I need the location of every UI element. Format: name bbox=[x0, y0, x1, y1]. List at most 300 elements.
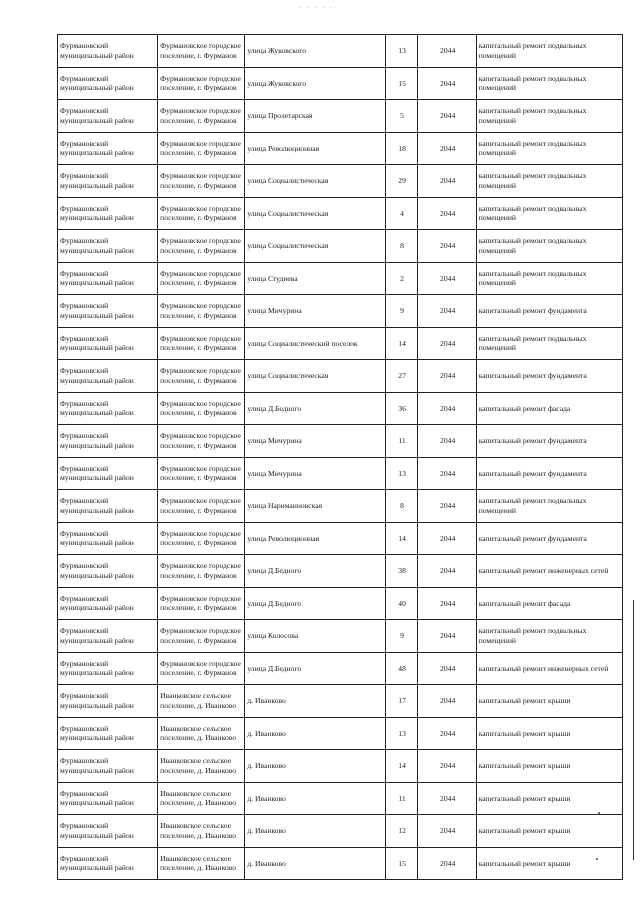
street-cell-text: д. Иванково bbox=[247, 858, 286, 868]
settlement-cell bbox=[158, 100, 245, 133]
table-row bbox=[58, 490, 623, 523]
year-cell bbox=[417, 782, 476, 815]
year-cell-text: 2044 bbox=[440, 403, 456, 413]
repair-type-cell-text: капитальный ремонт инженерных сетей bbox=[478, 663, 609, 673]
year-cell-text: 2044 bbox=[440, 793, 456, 803]
settlement-cell-text: Фурмановское городское поселение, г. Фурманов bbox=[160, 171, 241, 190]
district-cell bbox=[58, 230, 158, 263]
house-number-cell bbox=[385, 327, 417, 360]
house-number-cell-text: 14 bbox=[398, 533, 406, 543]
house-number-cell bbox=[385, 652, 417, 685]
district-cell-text: Фурмановский муниципальный район bbox=[60, 366, 134, 385]
district-cell bbox=[58, 67, 158, 100]
repair-type-cell bbox=[476, 230, 622, 263]
repair-type-cell bbox=[476, 457, 622, 490]
year-cell bbox=[417, 490, 476, 523]
table-row bbox=[58, 815, 623, 848]
repair-type-cell bbox=[476, 100, 622, 133]
repair-type-cell-text: капитальный ремонт крыши bbox=[478, 793, 571, 803]
table-row bbox=[58, 847, 623, 880]
district-cell-text: Фурмановский муниципальный район bbox=[60, 203, 134, 223]
table-row bbox=[58, 782, 623, 815]
table-row bbox=[58, 717, 623, 750]
house-number-cell-text: 18 bbox=[398, 143, 406, 153]
district-cell bbox=[58, 35, 158, 68]
district-cell-text: Фурмановский муниципальный район bbox=[60, 561, 134, 580]
year-cell-text: 2044 bbox=[440, 436, 456, 446]
settlement-cell bbox=[158, 490, 245, 523]
year-cell bbox=[417, 132, 476, 165]
table-row bbox=[58, 685, 623, 718]
district-cell-text: Фурмановский муниципальный район bbox=[60, 333, 134, 353]
settlement-cell-text: Иванковское сельское поселение, д. Иванково bbox=[160, 788, 237, 808]
street-cell bbox=[245, 782, 385, 815]
repair-type-cell bbox=[476, 652, 622, 685]
district-cell-text: Фурмановский муниципальный район bbox=[60, 398, 134, 418]
repair-type-cell-text: капитальный ремонт крыши bbox=[478, 761, 571, 771]
district-cell-text: Фурмановский муниципальный район bbox=[60, 73, 134, 93]
repair-type-cell-text: капитальный ремонт подвальных помещений bbox=[478, 333, 587, 353]
repair-type-cell bbox=[476, 165, 622, 198]
district-cell bbox=[58, 165, 158, 198]
settlement-cell-text: Фурмановское городское поселение, г. Фурманов bbox=[160, 431, 241, 450]
house-number-cell-text: 9 bbox=[400, 306, 404, 316]
year-cell-text: 2044 bbox=[440, 176, 456, 186]
settlement-cell bbox=[158, 197, 245, 230]
repair-type-cell bbox=[476, 295, 622, 328]
year-cell-text: 2044 bbox=[440, 338, 456, 348]
year-cell bbox=[417, 457, 476, 490]
house-number-cell-text: 13 bbox=[398, 46, 406, 56]
street-cell-text: улица Колосова bbox=[247, 631, 299, 641]
district-cell-text: Фурмановский муниципальный район bbox=[60, 463, 134, 483]
house-number-cell bbox=[385, 685, 417, 718]
repair-type-cell-text: капитальный ремонт подвальных помещений bbox=[478, 626, 587, 645]
house-number-cell bbox=[385, 360, 417, 393]
settlement-cell bbox=[158, 652, 245, 685]
district-cell-text: Фурмановский муниципальный район bbox=[60, 691, 134, 710]
repair-type-cell-text: капитальный ремонт подвальных помещений bbox=[478, 496, 587, 515]
street-cell bbox=[245, 197, 385, 230]
repair-type-cell bbox=[476, 815, 622, 848]
settlement-cell-text: Фурмановское городское поселение, г. Фурманов bbox=[160, 41, 241, 60]
street-cell-text: улица Студнева bbox=[247, 273, 298, 283]
repair-type-cell bbox=[476, 750, 622, 783]
year-cell bbox=[417, 750, 476, 783]
year-cell-text: 2044 bbox=[440, 696, 456, 706]
district-cell-text: Фурмановский муниципальный район bbox=[60, 268, 134, 288]
settlement-cell bbox=[158, 685, 245, 718]
house-number-cell-text: 13 bbox=[398, 468, 406, 478]
year-cell-text: 2044 bbox=[440, 631, 456, 641]
street-cell-text: улица Жуковского bbox=[247, 78, 307, 88]
settlement-cell-text: Фурмановское городское поселение, г. Фурманов bbox=[160, 496, 241, 515]
repair-type-cell-text: капитальный ремонт фундамента bbox=[478, 306, 587, 316]
street-cell bbox=[245, 230, 385, 263]
year-cell bbox=[417, 67, 476, 100]
district-cell bbox=[58, 360, 158, 393]
settlement-cell-text: Фурмановское городское поселение, г. Фурманов bbox=[160, 658, 241, 678]
year-cell-text: 2044 bbox=[440, 78, 456, 88]
repair-type-cell bbox=[476, 132, 622, 165]
street-cell-text: д. Иванково bbox=[247, 696, 286, 706]
repair-type-cell bbox=[476, 522, 622, 555]
street-cell bbox=[245, 67, 385, 100]
street-cell bbox=[245, 522, 385, 555]
table-row bbox=[58, 262, 623, 295]
district-cell-text: Фурмановский муниципальный район bbox=[60, 41, 134, 60]
street-cell bbox=[245, 327, 385, 360]
year-cell bbox=[417, 425, 476, 458]
year-cell-text: 2044 bbox=[440, 501, 456, 511]
district-cell bbox=[58, 620, 158, 653]
repair-type-cell-text: капитальный ремонт подвальных помещений bbox=[478, 203, 587, 223]
district-cell-text: Фурмановский муниципальный район bbox=[60, 301, 134, 320]
house-number-cell-text: 17 bbox=[398, 696, 406, 706]
district-cell-text: Фурмановский муниципальный район bbox=[60, 626, 134, 645]
repair-type-cell bbox=[476, 685, 622, 718]
district-cell bbox=[58, 457, 158, 490]
repair-type-cell bbox=[476, 35, 622, 68]
settlement-cell-text: Фурмановское городское поселение, г. Фурманов bbox=[160, 333, 241, 353]
street-cell-text: улица Д.Бедного bbox=[247, 663, 302, 673]
house-number-cell-text: 2 bbox=[400, 273, 404, 283]
street-cell bbox=[245, 360, 385, 393]
table-row bbox=[58, 750, 623, 783]
house-number-cell-text: 5 bbox=[400, 111, 404, 121]
repair-type-cell-text: капитальный ремонт подвальных помещений bbox=[478, 236, 587, 255]
district-cell bbox=[58, 587, 158, 620]
table-row bbox=[58, 327, 623, 360]
house-number-cell bbox=[385, 620, 417, 653]
district-cell-text: Фурмановский муниципальный район bbox=[60, 788, 134, 808]
house-number-cell bbox=[385, 197, 417, 230]
year-cell-text: 2044 bbox=[440, 728, 456, 738]
street-cell-text: д. Иванково bbox=[247, 761, 286, 771]
settlement-cell-text: Иванковское сельское поселение, д. Иванково bbox=[160, 691, 237, 710]
settlement-cell-text: Иванковское сельское поселение, д. Иванково bbox=[160, 723, 237, 743]
repair-type-cell bbox=[476, 782, 622, 815]
housing-repair-table bbox=[57, 34, 623, 880]
year-cell bbox=[417, 35, 476, 68]
year-cell bbox=[417, 262, 476, 295]
year-cell bbox=[417, 522, 476, 555]
repair-type-cell-text: капитальный ремонт фундамента bbox=[478, 468, 587, 478]
settlement-cell-text: Фурмановское городское поселение, г. Фурманов bbox=[160, 593, 241, 613]
district-cell bbox=[58, 100, 158, 133]
year-cell-text: 2044 bbox=[440, 371, 456, 381]
street-cell-text: улица Социалистическая bbox=[247, 371, 329, 381]
house-number-cell bbox=[385, 392, 417, 425]
repair-type-cell-text: капитальный ремонт крыши bbox=[478, 728, 571, 738]
repair-type-cell-text: капитальный ремонт фундамента bbox=[478, 371, 587, 381]
table-row bbox=[58, 652, 623, 685]
house-number-cell bbox=[385, 35, 417, 68]
table-row bbox=[58, 555, 623, 588]
district-cell-text: Фурмановский муниципальный район bbox=[60, 106, 134, 125]
table-row bbox=[58, 295, 623, 328]
repair-type-cell bbox=[476, 67, 622, 100]
table-row bbox=[58, 425, 623, 458]
house-number-cell bbox=[385, 717, 417, 750]
settlement-cell bbox=[158, 262, 245, 295]
house-number-cell bbox=[385, 522, 417, 555]
district-cell-text: Фурмановский муниципальный район bbox=[60, 658, 134, 678]
repair-type-cell-text: капитальный ремонт крыши bbox=[478, 858, 571, 868]
year-cell bbox=[417, 717, 476, 750]
street-cell-text: улица Жуковского bbox=[247, 46, 307, 56]
district-cell-text: Фурмановский муниципальный район bbox=[60, 723, 134, 743]
street-cell bbox=[245, 295, 385, 328]
repair-type-cell-text: капитальный ремонт крыши bbox=[478, 826, 571, 836]
repair-type-cell bbox=[476, 327, 622, 360]
district-cell-text: Фурмановский муниципальный район bbox=[60, 821, 134, 840]
year-cell bbox=[417, 360, 476, 393]
house-number-cell bbox=[385, 132, 417, 165]
street-cell bbox=[245, 750, 385, 783]
year-cell bbox=[417, 100, 476, 133]
street-cell-text: улица Социалистическая bbox=[247, 208, 329, 218]
repair-type-cell bbox=[476, 847, 622, 880]
street-cell bbox=[245, 100, 385, 133]
settlement-cell-text: Иванковское сельское поселение, д. Иванково bbox=[160, 853, 237, 873]
district-cell bbox=[58, 782, 158, 815]
street-cell bbox=[245, 587, 385, 620]
repair-type-cell-text: капитальный ремонт фундамента bbox=[478, 436, 587, 446]
house-number-cell-text: 4 bbox=[400, 208, 404, 218]
settlement-cell-text: Фурмановское городское поселение, г. Фурманов bbox=[160, 528, 241, 548]
district-cell bbox=[58, 555, 158, 588]
street-cell bbox=[245, 815, 385, 848]
district-cell bbox=[58, 392, 158, 425]
street-cell-text: улица Социалистическая bbox=[247, 176, 329, 186]
year-cell bbox=[417, 197, 476, 230]
table-row bbox=[58, 620, 623, 653]
settlement-cell bbox=[158, 230, 245, 263]
house-number-cell-text: 38 bbox=[398, 566, 406, 576]
year-cell-text: 2044 bbox=[440, 46, 456, 56]
repair-type-cell-text: капитальный ремонт фундамента bbox=[478, 533, 587, 543]
district-cell-text: Фурмановский муниципальный район bbox=[60, 853, 134, 873]
settlement-cell-text: Иванковское сельское поселение, д. Иванково bbox=[160, 756, 237, 775]
repair-type-cell-text: капитальный ремонт подвальных помещений bbox=[478, 73, 587, 93]
scan-top-mark: . . . . . bbox=[300, 2, 334, 10]
street-cell bbox=[245, 620, 385, 653]
house-number-cell bbox=[385, 815, 417, 848]
table-row bbox=[58, 132, 623, 165]
street-cell-text: улица Социалистический поселок bbox=[247, 338, 358, 348]
table-row bbox=[58, 230, 623, 263]
street-cell bbox=[245, 165, 385, 198]
house-number-cell-text: 12 bbox=[398, 826, 406, 836]
street-cell-text: улица Социалистическая bbox=[247, 241, 329, 251]
year-cell-text: 2044 bbox=[440, 273, 456, 283]
settlement-cell-text: Фурмановское городское поселение, г. Фурманов bbox=[160, 138, 241, 158]
year-cell-text: 2044 bbox=[440, 468, 456, 478]
street-cell-text: улица Д.Бедного bbox=[247, 566, 302, 576]
street-cell-text: д. Иванково bbox=[247, 826, 286, 836]
street-cell-text: улица Д.Бедного bbox=[247, 598, 302, 608]
street-cell bbox=[245, 652, 385, 685]
street-cell bbox=[245, 457, 385, 490]
year-cell-text: 2044 bbox=[440, 111, 456, 121]
district-cell bbox=[58, 652, 158, 685]
district-cell-text: Фурмановский муниципальный район bbox=[60, 756, 134, 775]
street-cell-text: улица Пролетарская bbox=[247, 111, 313, 121]
repair-type-cell-text: капитальный ремонт крыши bbox=[478, 696, 571, 706]
table-row bbox=[58, 587, 623, 620]
street-cell bbox=[245, 685, 385, 718]
street-cell bbox=[245, 847, 385, 880]
street-cell-text: д. Иванково bbox=[247, 793, 286, 803]
district-cell-text: Фурмановский муниципальный район bbox=[60, 431, 134, 450]
district-cell bbox=[58, 425, 158, 458]
settlement-cell bbox=[158, 750, 245, 783]
year-cell bbox=[417, 165, 476, 198]
settlement-cell bbox=[158, 132, 245, 165]
house-number-cell-text: 14 bbox=[398, 338, 406, 348]
table-row bbox=[58, 165, 623, 198]
district-cell bbox=[58, 750, 158, 783]
settlement-cell bbox=[158, 327, 245, 360]
street-cell-text: улица Нариманновская bbox=[247, 501, 323, 511]
district-cell-text: Фурмановский муниципальный район bbox=[60, 171, 134, 190]
settlement-cell bbox=[158, 815, 245, 848]
district-cell-text: Фурмановский муниципальный район bbox=[60, 496, 134, 515]
table-row bbox=[58, 100, 623, 133]
street-cell bbox=[245, 35, 385, 68]
street-cell-text: д. Иванково bbox=[247, 728, 286, 738]
year-cell bbox=[417, 620, 476, 653]
table-row bbox=[58, 457, 623, 490]
settlement-cell-text: Фурмановское городское поселение, г. Фурманов bbox=[160, 561, 241, 580]
settlement-cell-text: Фурмановское городское поселение, г. Фурманов bbox=[160, 268, 241, 288]
house-number-cell-text: 48 bbox=[398, 663, 406, 673]
year-cell-text: 2044 bbox=[440, 241, 456, 251]
year-cell bbox=[417, 392, 476, 425]
settlement-cell bbox=[158, 782, 245, 815]
settlement-cell-text: Фурмановское городское поселение, г. Фурманов bbox=[160, 626, 241, 645]
year-cell-text: 2044 bbox=[440, 533, 456, 543]
settlement-cell bbox=[158, 295, 245, 328]
settlement-cell bbox=[158, 425, 245, 458]
repair-type-cell-text: капитальный ремонт подвальных помещений bbox=[478, 171, 587, 190]
repair-type-cell bbox=[476, 425, 622, 458]
settlement-cell bbox=[158, 847, 245, 880]
repair-type-cell-text: капитальный ремонт фасада bbox=[478, 403, 571, 413]
year-cell-text: 2044 bbox=[440, 826, 456, 836]
district-cell bbox=[58, 295, 158, 328]
house-number-cell-text: 9 bbox=[400, 631, 404, 641]
table-row bbox=[58, 392, 623, 425]
street-cell bbox=[245, 132, 385, 165]
house-number-cell bbox=[385, 555, 417, 588]
district-cell bbox=[58, 490, 158, 523]
year-cell bbox=[417, 847, 476, 880]
settlement-cell-text: Фурмановское городское поселение, г. Фурманов bbox=[160, 203, 241, 223]
settlement-cell bbox=[158, 587, 245, 620]
repair-type-cell-text: капитальный ремонт подвальных помещений bbox=[478, 138, 587, 158]
year-cell bbox=[417, 327, 476, 360]
settlement-cell-text: Фурмановское городское поселение, г. Фурманов bbox=[160, 301, 241, 320]
house-number-cell-text: 13 bbox=[398, 728, 406, 738]
year-cell bbox=[417, 815, 476, 848]
street-cell bbox=[245, 425, 385, 458]
settlement-cell bbox=[158, 35, 245, 68]
street-cell bbox=[245, 555, 385, 588]
settlement-cell bbox=[158, 620, 245, 653]
year-cell bbox=[417, 230, 476, 263]
scan-edge-line bbox=[633, 600, 634, 860]
house-number-cell bbox=[385, 262, 417, 295]
repair-type-cell bbox=[476, 360, 622, 393]
house-number-cell-text: 15 bbox=[398, 858, 406, 868]
year-cell bbox=[417, 685, 476, 718]
settlement-cell-text: Иванковское сельское поселение, д. Иванково bbox=[160, 821, 237, 840]
table-row bbox=[58, 522, 623, 555]
street-cell-text: улица Революционная bbox=[247, 533, 320, 543]
house-number-cell-text: 14 bbox=[398, 761, 406, 771]
year-cell-text: 2044 bbox=[440, 143, 456, 153]
settlement-cell-text: Фурмановское городское поселение, г. Фурманов bbox=[160, 236, 241, 255]
district-cell bbox=[58, 815, 158, 848]
year-cell-text: 2044 bbox=[440, 858, 456, 868]
house-number-cell bbox=[385, 100, 417, 133]
repair-type-cell bbox=[476, 555, 622, 588]
table-body bbox=[58, 35, 623, 880]
year-cell-text: 2044 bbox=[440, 598, 456, 608]
house-number-cell-text: 8 bbox=[400, 241, 404, 251]
year-cell bbox=[417, 295, 476, 328]
settlement-cell-text: Фурмановское городское поселение, г. Фурманов bbox=[160, 398, 241, 418]
street-cell-text: улица Мичурина bbox=[247, 468, 302, 478]
house-number-cell-text: 29 bbox=[398, 176, 406, 186]
house-number-cell-text: 15 bbox=[398, 78, 406, 88]
house-number-cell-text: 40 bbox=[398, 598, 406, 608]
table-row bbox=[58, 360, 623, 393]
settlement-cell-text: Фурмановское городское поселение, г. Фурманов bbox=[160, 366, 241, 385]
year-cell bbox=[417, 587, 476, 620]
house-number-cell-text: 11 bbox=[398, 793, 406, 803]
year-cell-text: 2044 bbox=[440, 761, 456, 771]
street-cell bbox=[245, 392, 385, 425]
repair-type-cell-text: капитальный ремонт инженерных сетей bbox=[478, 566, 609, 576]
house-number-cell-text: 8 bbox=[400, 501, 404, 511]
table-row bbox=[58, 67, 623, 100]
street-cell bbox=[245, 717, 385, 750]
district-cell bbox=[58, 685, 158, 718]
repair-type-cell bbox=[476, 197, 622, 230]
street-cell-text: улица Мичурина bbox=[247, 436, 302, 446]
street-cell-text: улица Д.Бедного bbox=[247, 403, 302, 413]
house-number-cell bbox=[385, 457, 417, 490]
repair-type-cell bbox=[476, 490, 622, 523]
house-number-cell bbox=[385, 587, 417, 620]
street-cell bbox=[245, 490, 385, 523]
repair-type-cell-text: капитальный ремонт подвальных помещений bbox=[478, 106, 587, 125]
year-cell bbox=[417, 555, 476, 588]
district-cell bbox=[58, 522, 158, 555]
street-cell-text: улица Мичурина bbox=[247, 306, 302, 316]
year-cell-text: 2044 bbox=[440, 208, 456, 218]
settlement-cell-text: Фурмановское городское поселение, г. Фурманов bbox=[160, 73, 241, 93]
repair-type-cell-text: капитальный ремонт подвальных помещений bbox=[478, 41, 587, 60]
settlement-cell bbox=[158, 165, 245, 198]
house-number-cell-text: 11 bbox=[398, 436, 406, 446]
year-cell-text: 2044 bbox=[440, 306, 456, 316]
repair-type-cell-text: капитальный ремонт фасада bbox=[478, 598, 571, 608]
year-cell-text: 2044 bbox=[440, 566, 456, 576]
